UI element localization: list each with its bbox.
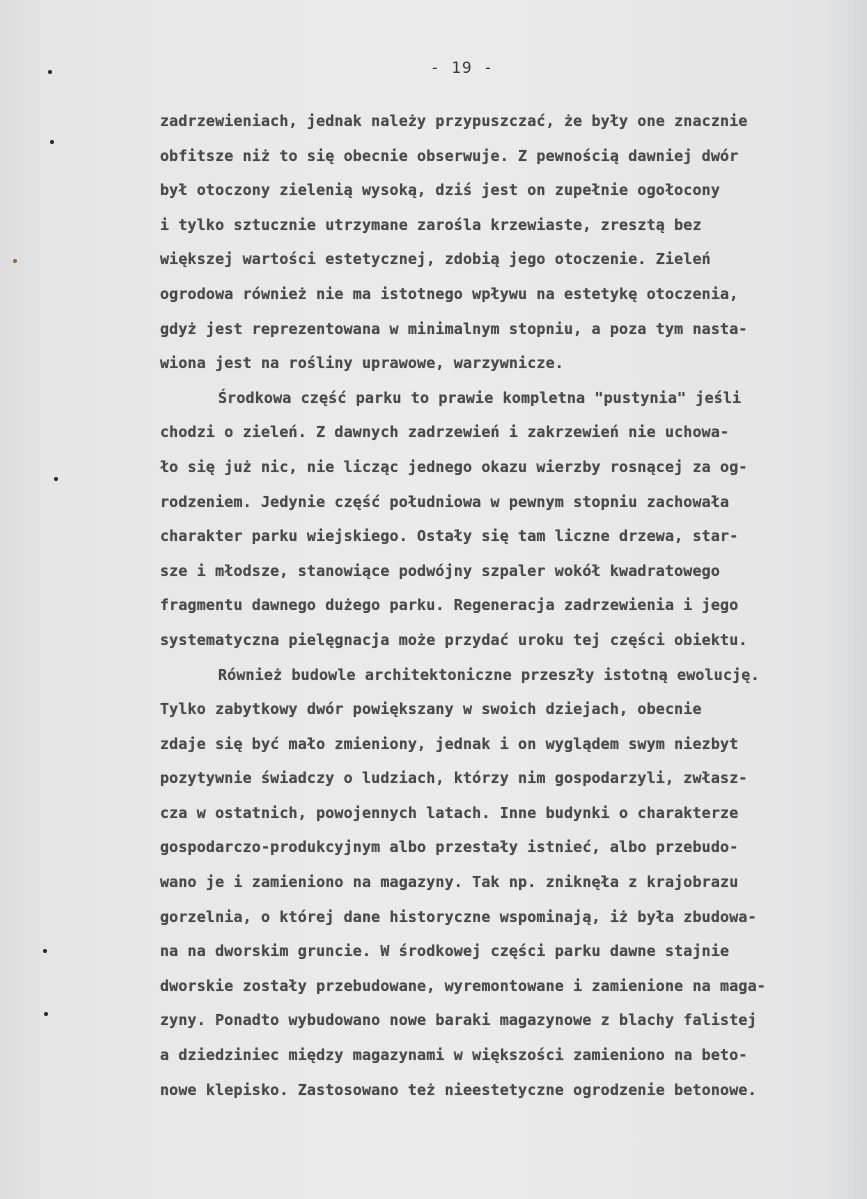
body-text [160,104,860,1107]
text-line: gospodarczo-produkcyjnym albo przestały istnieć, albo przebudo- [160,838,739,857]
text-line: systematyczna pielęgnacja może przydać uroku tej części obiektu. [160,630,748,649]
punch-hole-mark [44,1012,48,1016]
punch-hole-mark [48,70,52,74]
text-line: ogrodowa również nie ma istotnego wpływu na estetykę otoczenia, [160,284,739,303]
text-line: zdaje się być mało zmieniony, jednak i on wyglądem swym niezbyt [160,734,739,753]
punch-hole-mark [43,949,47,953]
text-line: i tylko sztucznie utrzymane zarośla krzewiaste, zresztą bez [160,215,702,234]
text-line: gorzelnia, o której dane historyczne wspominają, iż była zbudowa- [160,907,757,926]
punch-hole-mark [50,140,54,144]
text-line: był otoczony zielenią wysoką, dziś jest on zupełnie ogołocony [160,181,721,200]
text-line: większej wartości estetycznej, zdobią jego otoczenie. Zieleń [160,250,711,269]
text-line: wano je i zamieniono na magazyny. Tak np. zniknęła z krajobrazu [160,873,739,892]
text-line: nowe klepisko. Zastosowano też nieestetyczne ogrodzenie betonowe. [160,1080,757,1099]
paragraph-3 [160,658,860,1108]
text-line: cza w ostatnich, powojennych latach. Inne budynki o charakterze [160,803,739,822]
text-line: sze i młodsze, stanowiące podwójny szpaler wokół kwadratowego [160,561,721,580]
text-line: zyny. Ponadto wybudowano nowe baraki magazynowe z blachy falistej [160,1011,757,1030]
text-line: obfitsze niż to się obecnie obserwuje. Z pewnością dawniej dwór [160,146,739,165]
text-line: a dziedziniec między magazynami w większości zamieniono na beto- [160,1046,748,1065]
text-line: ło się już nic, nie licząc jednego okazu wierzby rosnącej za og- [160,457,748,476]
text-line: Środkowa część parku to prawie kompletna "pustynia" jeśli [218,388,742,407]
text-line: na na dworskim gruncie. W środkowej części parku dawne stajnie [160,942,730,961]
punch-hole-mark [54,477,58,481]
text-line: zadrzewieniach, jednak należy przypuszczać, że były one znacznie [160,112,748,130]
text-line: dworskie zostały przebudowane, wyremontowane i zamienione na maga- [160,976,766,995]
page-number: - 19 - [430,58,494,77]
text-line: fragmentu dawnego dużego parku. Regeneracja zadrzewienia i jego [160,596,739,615]
text-line: charakter parku wiejskiego. Ostały się tam liczne drzewa, star- [160,527,739,546]
text-line: pozytywnie świadczy o ludziach, którzy nim gospodarzyli, zwłasz- [160,769,748,788]
text-line: gdyż jest reprezentowana w minimalnym stopniu, a poza tym nasta- [160,319,748,338]
text-line: chodzi o zieleń. Z dawnych zadrzewień i zakrzewień nie uchowa- [160,423,730,442]
text-line: Również budowle architektoniczne przeszły istotną ewolucję. [218,665,760,684]
text-line: wiona jest na rośliny uprawowe, warzywnicze. [160,354,564,373]
text-line: Tylko zabytkowy dwór powiększany w swoich dziejach, obecnie [160,700,702,719]
paragraph-1 [160,104,860,381]
rust-spot-mark [13,259,17,263]
paragraph-2 [160,381,860,658]
text-line: rodzeniem. Jedynie część południowa w pewnym stopniu zachowała [160,492,730,511]
